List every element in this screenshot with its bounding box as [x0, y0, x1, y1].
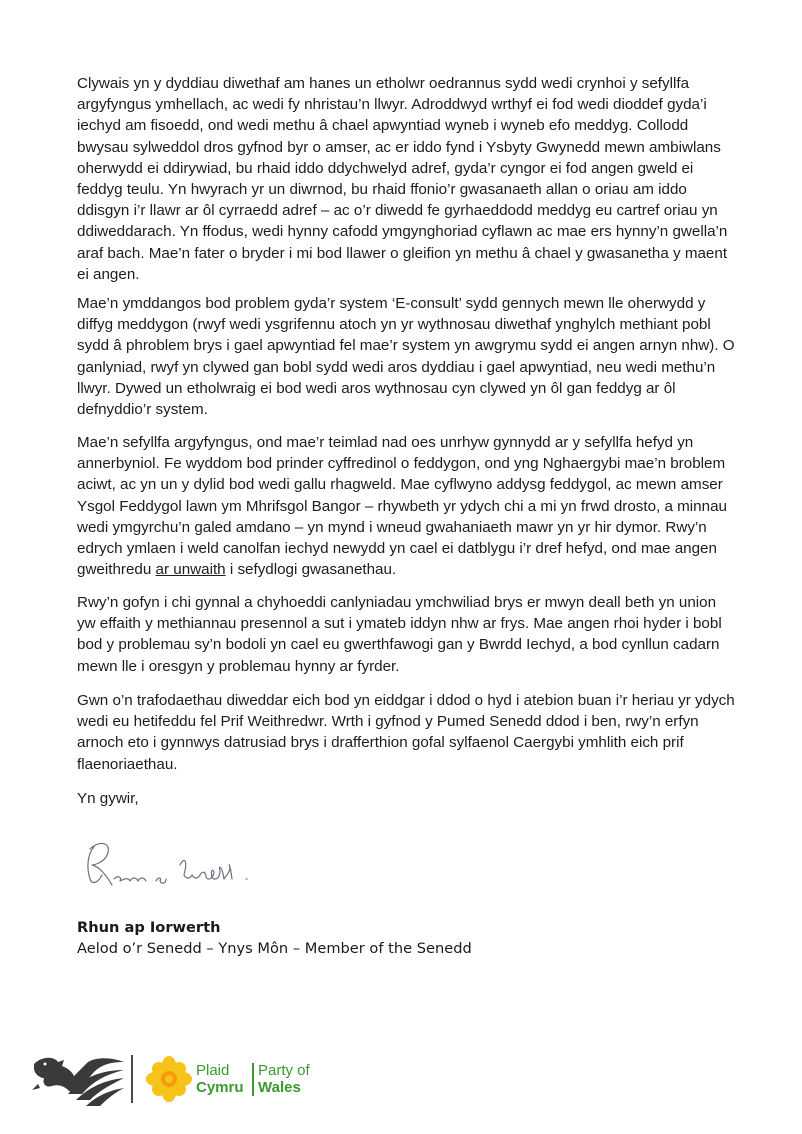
- brand-english: [258, 1062, 310, 1096]
- signatory-name: Rhun ap Iorwerth: [77, 919, 221, 936]
- paragraph-4: Rwy’n gofyn i chi gynnal a chyhoeddi canlyniadau ymchwiliad brys er mwyn deall beth yn union yw effaith y methiannau presennol a sut i ymateb iddyn nhw ar frys. Mae angen rhoi hyder i bobl bod y problemau sy’n bodoli yn cael eu gwerthfawogi gan y Bwrdd Iechyd, a bod cynllun cadarn mewn lle i oresgyn y problemau hynny ar fyrder.: [77, 594, 722, 675]
- brand-welsh-line-2: Cymru: [196, 1079, 244, 1096]
- brand-welsh: [196, 1062, 244, 1096]
- paragraph-3-text: Mae’n sefyllfa argyfyngus, ond mae’r teimlad nad oes unrhyw gynnydd ar y sefyllfa hefyd yn annerbyniol. Fe wyddom bod prinder cyffredinol o feddygon, ond yng Nghaergybi mae’n broblem aciwt, ac yn un y dylid bod wedi gallu rhagweld. Mae cyflwyno addysg feddygol, ac mewn amser Ysgol Feddygol lawn ym Mhrifsgol Bangor – rhywbeth yr ydych chi a mi yn frwd drosto, a minnau wedi ymgyrchu’n galed amdano – yn mynd i wneud gwahaniaeth mawr yn yr hir dymor. Rwy’n edrych ymlaen i weld canolfan iechyd newydd yn cael ei datblygu i’r dref hefyd, ond mae angen gweithredu: [77, 434, 727, 579]
- brand-separator: [252, 1063, 254, 1096]
- signatory-role: Aelod o’r Senedd – Ynys Môn – Member of the Senedd: [77, 940, 472, 957]
- paragraph-1: Clywais yn y dyddiau diwethaf am hanes un etholwr oedrannus sydd wedi crynhoi y sefyllfa argyfyngus ymhellach, ac wedi fy nhristau’n llwyr. Adroddwyd wrthyf ei fod wedi dioddef gyda’i iechyd am fisoedd, ond wedi methu â chael apwyntiad wyneb i wyneb efo meddyg. Collodd bwysau sylweddol dros gyfnod byr o amser, ac er iddo fynd i Ysbyty Gwynedd mewn ambiwlans oherwydd ei ddirywiad, bu rhaid iddo ddychwelyd adref, gyda’r cyngor ei fod angen gweld ei feddyg teulu. Yn hwyrach yr un diwrnod, bu rhaid ffonio’r gwasanaeth allan o oriau am iddo ddisgyn i’r llawr ar ôl cyrraedd adref – ac o’r diwedd fe gyrhaeddodd meddyg eu cartref oriau yn ddiweddarach. Yn ffodus, wedi hynny cafodd ymgynghoriad cyflawn ac mae ers hynny’n gwella’n araf bach. Mae’n fater o bryder i mi bod llawer o gleifion yn methu â chael y gwasanetha y maent ei angen.: [77, 75, 728, 283]
- paragraph-3-tail: i sefydlogi gwasanethau.: [225, 561, 397, 579]
- brand-english-line-1: Party of: [258, 1062, 310, 1079]
- brand-english-line-2: Wales: [258, 1079, 301, 1096]
- paragraph-2: Mae’n ymddangos bod problem gyda’r system ‘E-consult’ sydd gennych mewn lle oherwydd y diffyg meddygon (rwyf wedi ysgrifennu atoch yn yr wythnosau diwethaf ynghylch methiant pobl sydd â phroblem brys i gael apwyntiad fel mae’r system yn awgrymu sydd ei angen arnyn nhw). O ganlyniad, rwyf yn clywed gan bobl sydd wedi aros dyddiau i gael apwyntiad, neu wedi methu’n llwyr. Dywed un etholwraig ei bod wedi aros wythnosau cyn clywed yn ôl gan feddyg ar ôl defnyddio’r system.: [77, 295, 735, 419]
- footer-divider: [131, 1055, 133, 1103]
- paragraph-3: [77, 432, 737, 580]
- paragraph-5: Gwn o’n trafodaethau diweddar eich bod yn eiddgar i ddod o hyd i atebion buan i’r heriau yr ydych wedi eu hetifeddu fel Prif Weithredwr. Wrth i gyfnod y Pumed Senedd ddod i ben, rwy’n erfyn arnoch eto i gynnwys datrusiad brys i drafferthion gofal sylfaenol Caergybi ymhlith eich prif flaenoriaethau.: [77, 692, 735, 773]
- dragon-icon: [28, 1050, 128, 1108]
- brand-welsh-line-1: Plaid: [196, 1062, 230, 1079]
- underlined-phrase: ar unwaith: [155, 561, 226, 579]
- handwritten-signature: [80, 835, 280, 895]
- poppy-icon: [146, 1056, 192, 1102]
- closing-salutation: Yn gywir,: [77, 790, 139, 807]
